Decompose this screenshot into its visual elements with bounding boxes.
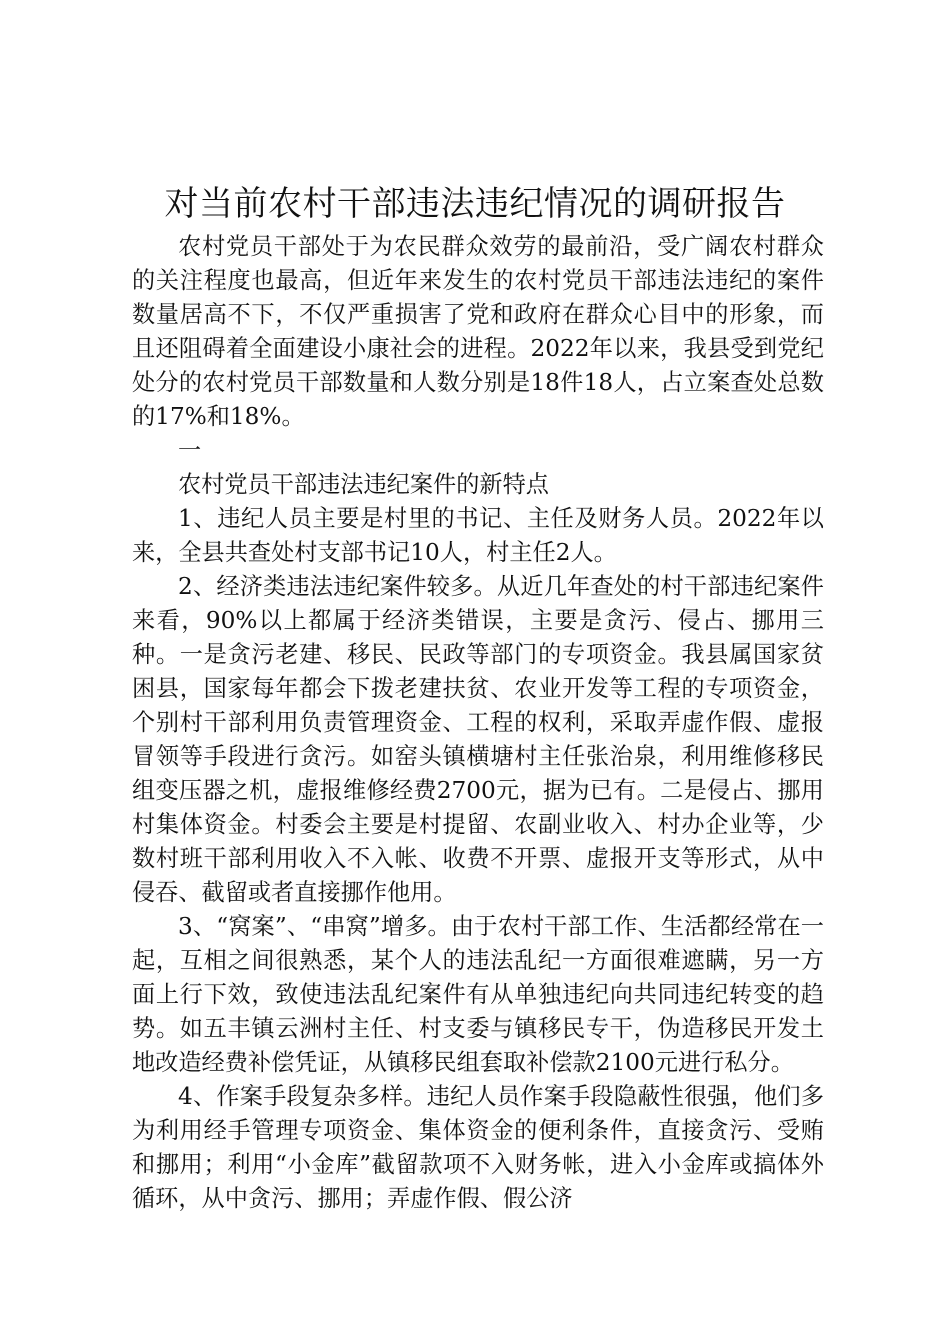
paragraph-point-2: 2、经济类违法违纪案件较多。从近几年查处的村干部违纪案件来看，90%以上都属于经济类错误，主要是贪污、侵占、挪用三种。一是贪污老建、移民、民政等部门的专项资金。我县属国家贫困县，国家每年都会下拨老建扶贫、农业开发等工程的专项资金，个别村干部利用负责管理资金、工程的权利，采取弄虚作假、虚报冒领等手段进行贪污。如窑头镇横塘村主任张治泉，利用维修移民组变压器之机，虚报维修经费2700元，据为已有。二是侵占、挪用村集体资金。村委会主要是村提留、农副业收入、村办企业等，少数村班干部利用收入不入帐、收费不开票、虚报开支等形式，从中侵吞、截留或者直接挪作他用。 bbox=[132, 573, 824, 906]
document-body bbox=[132, 230, 824, 1216]
document-title: 对当前农村干部违法违纪情况的调研报告 bbox=[164, 184, 786, 224]
section-number: 一 bbox=[178, 437, 202, 464]
paragraph-point-1: 1、违纪人员主要是村里的书记、主任及财务人员。2022年以来，全县共查处村支部书记10人，村主任2人。 bbox=[132, 505, 824, 566]
paragraph-point-4: 4、作案手段复杂多样。违纪人员作案手段隐蔽性很强，他们多为利用经手管理专项资金、集体资金的便利条件，直接贪污、受贿和挪用；利用“小金库”截留款项不入财务帐，进入小金库或搞体外循环，从中贪污、挪用；弄虚作假、假公济 bbox=[132, 1083, 824, 1212]
paragraph-intro: 农村党员干部处于为农民群众效劳的最前沿，受广阔农村群众的关注程度也最高，但近年来发生的农村党员干部违法违纪的案件数量居高不下，不仅严重损害了党和政府在群众心目中的形象，而且还阻碍着全面建设小康社会的进程。2022年以来，我县受到党纪处分的农村党员干部数量和人数分别是18件18人，占立案查处总数的17%和18%。 bbox=[132, 233, 824, 430]
paragraph-point-3: 3、“窝案”、“串窝”增多。由于农村干部工作、生活都经常在一起，互相之间很熟悉，某个人的违法乱纪一方面很难遮瞒，另一方面上行下效，致使违法乱纪案件有从单独违纪向共同违纪转变的趋势。如五丰镇云洲村主任、村支委与镇移民专干，伪造移民开发土地改造经费补偿凭证，从镇移民组套取补偿款2100元进行私分。 bbox=[132, 913, 824, 1076]
section-heading: 农村党员干部违法违纪案件的新特点 bbox=[178, 471, 549, 498]
